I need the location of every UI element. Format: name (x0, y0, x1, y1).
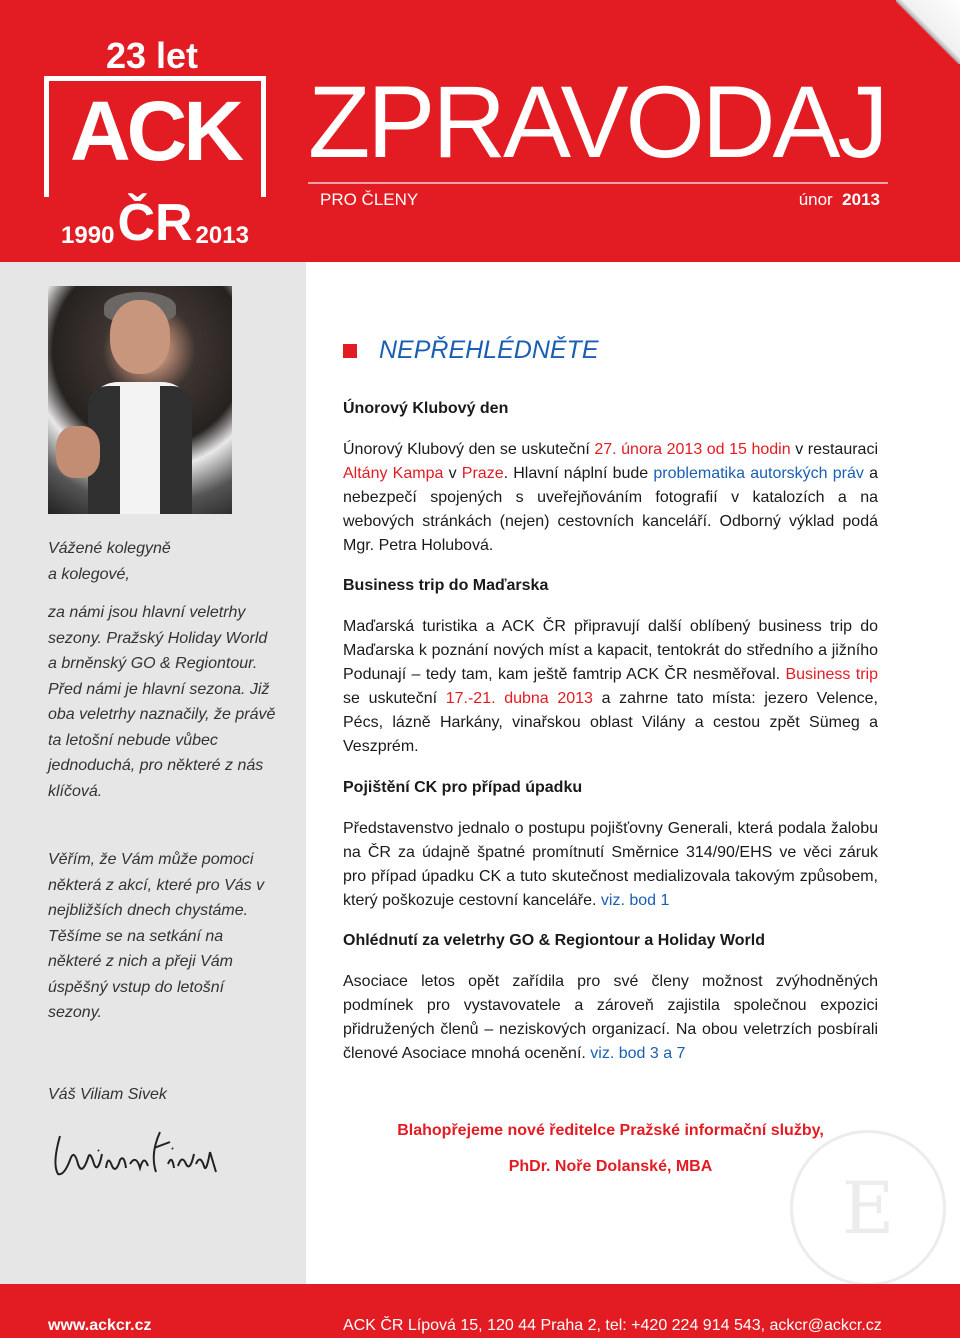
text-run: Asociace letos opět zařídila pro své členy možnost zvýhodněných podmínek pro vystavovatele a zároveň zajistila společnou expozici přidružených členů – neziskových organizací. Na obou veletrzích posbírali členové Asociace mnohá ocenění. (343, 973, 878, 1062)
text-run: v (443, 465, 462, 482)
article-3-heading: Pojištění CK pro případ úpadku (343, 779, 583, 796)
article-2-heading: Business trip do Maďarska (343, 577, 549, 594)
issue-date (799, 190, 880, 210)
article-4-text (343, 970, 878, 1066)
congrats-line-2: PhDr. Noře Dolanské, MBA (508, 1158, 713, 1175)
sidebar-paragraph-2: Věřím, že Vám může pomoci některá z akcí, které pro Vás v nejbližších dnech chystáme. Těšíme se na setkání na některé z nich a přeji Vám úspěšný vstup do letošní sezony. (48, 851, 265, 1021)
text-run: se uskuteční (343, 690, 446, 707)
logo-bottom-row (44, 194, 266, 252)
congrats-line-1: Blahopřejeme nové ředitelce Pražské informační služby, (397, 1122, 824, 1139)
red-square-icon (343, 344, 357, 358)
subtitle-bar (308, 182, 888, 218)
event-date: 27. února 2013 od 15 hodin (594, 441, 791, 458)
page-curl-icon (896, 0, 960, 64)
footer-website[interactable]: www.ackcr.cz (48, 1317, 152, 1334)
issue-year: 2013 (842, 190, 880, 209)
text-run: Únorový Klubový den se uskuteční (343, 441, 595, 458)
footer-contact: ACK ČR Lípová 15, 120 44 Praha 2, tel: +420 224 914 543, ackcr@ackcr.cz (343, 1317, 882, 1334)
section-title: NEPŘEHLÉDNĚTE (379, 336, 599, 364)
trip-date: 17.-21. dubna 2013 (445, 690, 593, 707)
sidebar-signoff: Váš Viliam Sivek (48, 1086, 167, 1103)
article-1-text (343, 438, 878, 558)
text-run: . Hlavní náplní bude (503, 465, 654, 482)
section-header (343, 336, 599, 365)
venue-name: Altány Kampa (343, 465, 444, 482)
article-3-text (343, 817, 878, 913)
article-4-heading: Ohlédnutí za veletrhy GO & Regiontour a Holiday World (343, 932, 765, 949)
logo-year-end: 2013 (195, 222, 249, 249)
trip-highlight: Business trip (785, 666, 879, 683)
newsletter-title: ZPRAVODAJ (308, 65, 886, 179)
signature-image (50, 1124, 220, 1184)
text-run: Představenstvo jednalo o postupu pojišťovny Generali, která podala žalobu na ČR za údajně špatné promítnutí Směrnice 314/90/EHS ve věci záruk pro případ úpadku CK a tuto skutečnost medializovala takovým způsobem, který poškozuje cestovní kanceláře. (343, 820, 878, 909)
city-name: Praze (461, 465, 504, 482)
footer-bar (0, 1284, 960, 1338)
watermark-emblem: E (790, 1130, 946, 1286)
logo-box (44, 76, 266, 252)
topic-highlight: problematika autorských práv (653, 465, 864, 482)
logo-year-start: 1990 (61, 222, 115, 249)
logo-country: ČR (117, 194, 193, 252)
president-photo (48, 286, 232, 514)
header-banner (0, 0, 960, 262)
text-run: v restauraci (790, 441, 878, 458)
audience-label: PRO ČLENY (320, 190, 419, 209)
text-run: a zahrne tato místa: jezero Velence, Pécs, lázně Harkány, vinařskou oblast Vilány a cestou zpět Sümeg a Veszprém. (343, 690, 878, 755)
text-run: Maďarská turistika a ACK ČR připravují další oblíbený business trip do Maďarska k poznání nových míst a kapacit, tentokrát do středního a jižního Podunají – tedy tam, kam ještě famtrip ACK ČR nesměřoval. (343, 618, 878, 683)
reference-link[interactable]: viz. bod 3 a 7 (590, 1045, 686, 1062)
sidebar-greeting: Vážené kolegyně a kolegové, (48, 540, 171, 583)
photo-vest-right (160, 386, 192, 514)
issue-month: únor (798, 190, 833, 209)
logo-years-label: 23 let (105, 35, 199, 76)
logo-name: ACK (70, 84, 240, 178)
text-run: a nebezpečí spojených s uveřejňováním fotografií v katalozích a na webových stránkách (nejen) cestovních kanceláří. Odborný výklad podá Mgr. Petra Holubová. (343, 465, 879, 554)
photo-face (110, 300, 170, 374)
ack-logo (44, 35, 266, 252)
article-2-text (343, 615, 878, 759)
article-1-heading: Únorový Klubový den (343, 400, 509, 417)
photo-hand (56, 426, 100, 478)
sidebar-paragraph-1: za námi jsou hlavní veletrhy sezony. Pražský Holiday World a brněnský GO & Regiontour. Před námi je hlavní sezona. Již oba veletrhy naznačily, že právě ta letošní nebude vůbec jednoduchá, pro některé z nás klíčová. (48, 604, 276, 800)
reference-link[interactable]: viz. bod 1 (600, 892, 670, 909)
